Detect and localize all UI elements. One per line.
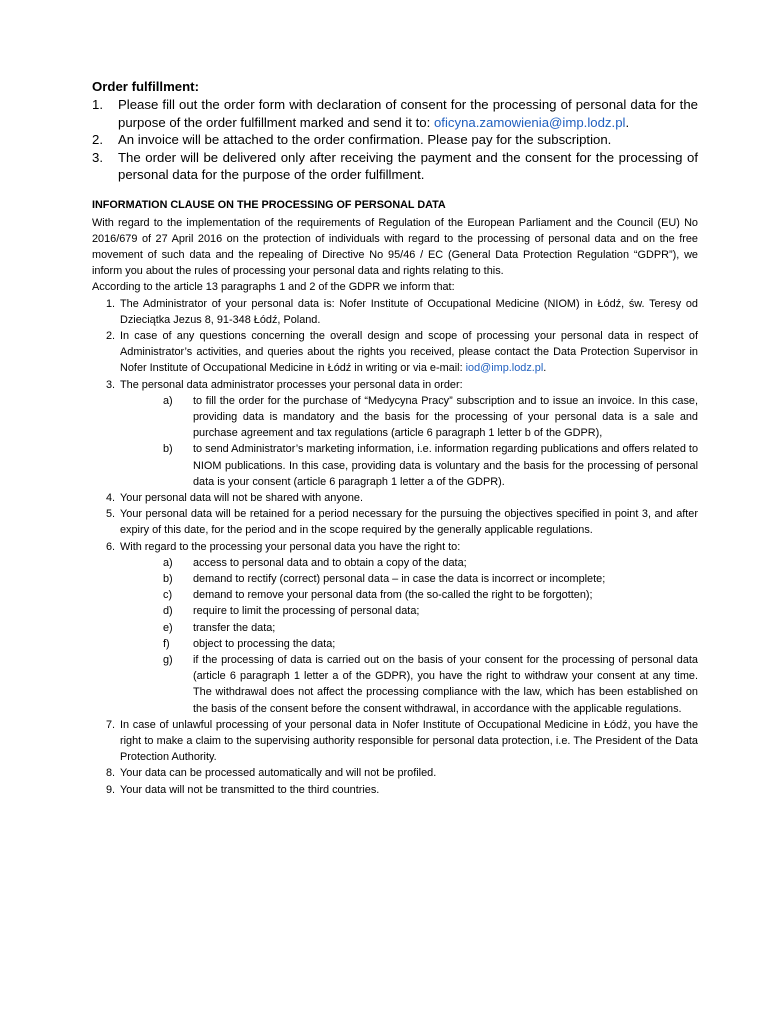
order-step-text: An invoice will be attached to the order confirmation. Please pay for the subscription. [118, 132, 612, 147]
sub-item-text: demand to remove your personal data from (the so-called the right to be forgotten); [193, 589, 593, 602]
gdpr-point-punct: . [543, 362, 547, 375]
gdpr-point-text: The personal data administrator processes your personal data in order: [120, 378, 463, 391]
gdpr-point-text: In case of unlawful processing of your personal data in Nofer Institute of Occupational Medicine in Łódź, you have the right to make a claim to the supervising authority responsible for personal data protection, i.e. The President of the Data Protection Authority. [120, 718, 698, 764]
sub-item-text: demand to rectify (correct) personal data – in case the data is incorrect or incomplete; [193, 572, 606, 585]
information-clause-title: INFORMATION CLAUSE ON THE PROCESSING OF PERSONAL DATA [92, 198, 446, 211]
sub-item-letter: a) [163, 394, 173, 407]
gdpr-point-number: 5. [106, 508, 116, 521]
sub-item-text: access to personal data and to obtain a copy of the data; [193, 556, 467, 569]
sub-item-text: if the processing of data is carried out on the basis of your consent for the processing of personal data (article 6 paragraph 1 letter a of the GDPR), you have the right to withdraw your consent at any time. The withdrawal does not affect the processing compliance with the law, which has been established on the basis of the consent before the consent withdrawal, in accordance with the applicable regulations. [193, 653, 698, 715]
gdpr-point-number: 1. [106, 297, 116, 310]
right-item-c [92, 587, 698, 603]
gdpr-point-text: Your personal data will not be shared with anyone. [120, 491, 363, 504]
gdpr-point-8 [92, 765, 698, 781]
gdpr-point-text: Your data can be processed automatically and will not be profiled. [120, 767, 437, 780]
gdpr-point-2 [92, 328, 698, 377]
order-fulfillment-title: Order fulfillment: [92, 79, 199, 94]
gdpr-point-6 [92, 539, 698, 717]
document-page [92, 78, 698, 798]
gdpr-point-9 [92, 782, 698, 798]
order-step-text: Please fill out the order form with declaration of consent for the processing of personal data for the purpose of the order fulfillment marked and send it to: [118, 97, 698, 130]
sub-item-letter: g) [163, 653, 173, 666]
processing-purposes-list [120, 393, 698, 490]
sub-item-text: to fill the order for the purchase of “Medycyna Pracy” subscription and to issue an invoice. In this case, providing data is mandatory and the basis for the processing of your personal data is a sale and purchase agreement and tax regulations (article 6 paragraph 1 letter b of the GDPR), [193, 394, 698, 440]
gdpr-point-text: The Administrator of your personal data is: Nofer Institute of Occupational Medicine (NIOM) in Łódź, św. Teresy od Dzieciątka Jezus 8, 91-348 Łódź, Poland. [120, 297, 698, 326]
gdpr-point-number: 4. [106, 491, 116, 504]
order-step-text: The order will be delivered only after receiving the payment and the consent for the processing of personal data for the purpose of the order fulfillment. [118, 149, 698, 182]
right-item-f [92, 636, 698, 652]
gdpr-point-number: 8. [106, 767, 116, 780]
gdpr-point-7 [92, 717, 698, 766]
sub-item-letter: b) [163, 572, 173, 585]
order-email-link[interactable]: oficyna.zamowienia@imp.lodz.pl [433, 114, 626, 130]
gdpr-point-number: 3. [106, 378, 116, 391]
sub-item-letter: c) [163, 589, 173, 602]
gdpr-point-number: 9. [106, 783, 116, 796]
gdpr-points-list [92, 296, 698, 798]
order-steps-list [92, 96, 698, 184]
sub-item-text: object to processing the data; [193, 637, 336, 650]
sub-item-text: transfer the data; [193, 621, 276, 634]
gdpr-point-1 [92, 296, 698, 328]
order-step-punct: . [625, 114, 630, 130]
dpo-email-link[interactable]: iod@imp.lodz.pl [465, 362, 544, 375]
sub-item-text: require to limit the processing of personal data; [193, 605, 420, 618]
sub-item-letter: f) [163, 637, 170, 650]
clause-intro: With regard to the implementation of the requirements of Regulation of the European Parliament and the Council (EU) No 2016/679 of 27 April 2016 on the protection of individuals with regard to the processing of personal data and on the free movement of such data and the repealing of Directive No 95/46 / EC (General Data Protection Regulation “GDPR”), we inform you about the rules of processing your personal data and rights relating to this. [92, 216, 698, 278]
right-item-a [92, 555, 698, 571]
gdpr-point-4 [92, 490, 698, 506]
order-step-number: 2. [92, 132, 103, 147]
order-step-number: 3. [92, 149, 103, 165]
right-item-d [92, 603, 698, 619]
rights-list [120, 555, 698, 717]
right-item-e [92, 620, 698, 636]
sub-item-letter: d) [163, 605, 173, 618]
gdpr-point-number: 7. [106, 718, 116, 731]
gdpr-point-text: With regard to the processing your personal data you have the right to: [120, 540, 461, 553]
order-step-2 [92, 131, 698, 149]
order-step-number: 1. [92, 97, 103, 112]
sub-item-letter: b) [163, 443, 173, 456]
gdpr-point-number: 2. [106, 329, 116, 342]
gdpr-point-text: In case of any questions concerning the overall design and scope of processing your personal data in respect of Administrator’s activities, and queries about the rights you received, please contact the Data Protection Supervisor in Nofer Institute of Occupational Medicine in Łódź in writing or via e-mail: [120, 329, 698, 375]
gdpr-point-number: 6. [106, 540, 116, 553]
gdpr-point-3 [92, 377, 698, 490]
right-item-b [92, 571, 698, 587]
gdpr-point-text: Your personal data will be retained for a period necessary for the pursuing the objectives specified in point 3, and after expiry of this date, for the period and in the scope required by the generally applicable regulations. [120, 508, 698, 537]
order-step-1 [92, 96, 698, 131]
sub-item-text: to send Administrator’s marketing information, i.e. information regarding publications and offers related to NIOM publications. In this case, providing data is voluntary and the basis for the processing of personal data is your consent (article 6 paragraph 1 letter a of the GDPR). [193, 443, 698, 488]
sub-item-letter: a) [163, 556, 173, 569]
right-item-g [92, 652, 698, 717]
gdpr-point-5 [92, 506, 698, 538]
gdpr-point-text: Your data will not be transmitted to the third countries. [120, 783, 380, 796]
clause-lead: According to the article 13 paragraphs 1 and 2 of the GDPR we inform that: [92, 281, 455, 294]
purpose-item-b [92, 441, 698, 490]
sub-item-letter: e) [163, 621, 173, 634]
order-step-3 [92, 149, 698, 184]
purpose-item-a [92, 393, 698, 442]
